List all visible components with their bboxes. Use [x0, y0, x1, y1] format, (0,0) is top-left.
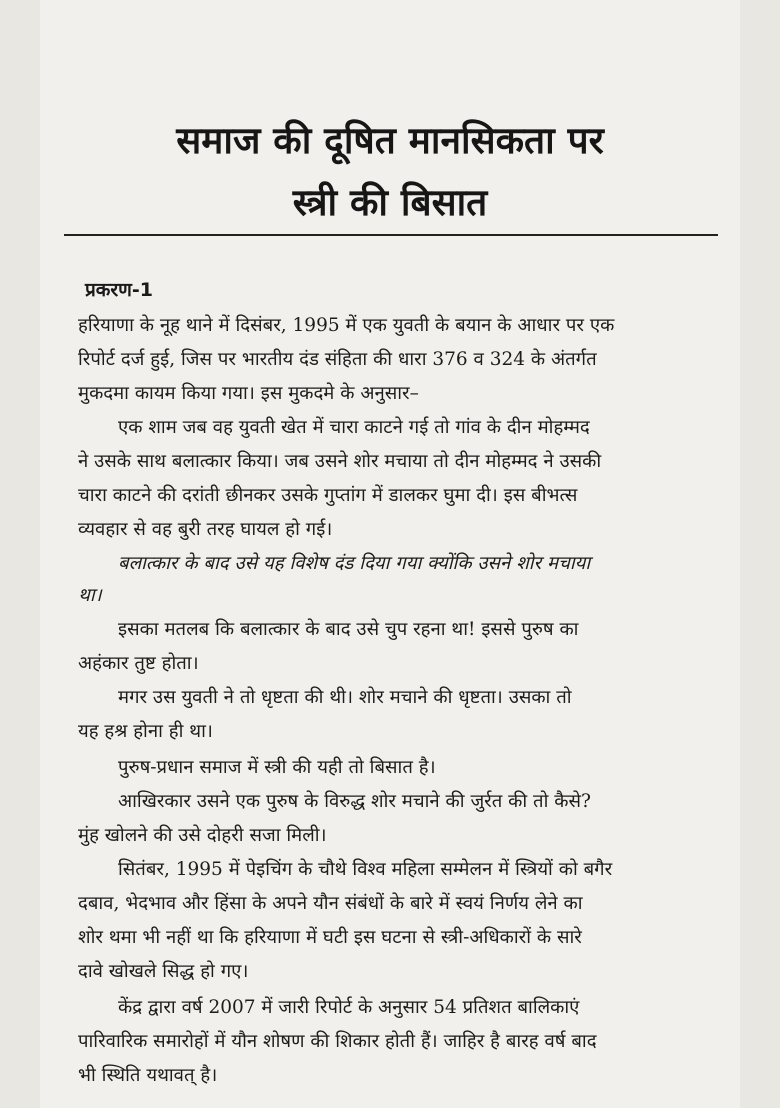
chapter-title: [40, 110, 740, 234]
text-line: एक शाम जब वह युवती खेत में चारा काटने गई तो गांव के दीन मोहम्मद: [118, 417, 590, 438]
text-line: मुकदमा कायम किया गया। इस मुकदमे के अनुसार–: [78, 383, 419, 404]
book-page: [40, 0, 740, 1108]
text-line: मुंह खोलने की उसे दोहरी सजा मिली।: [78, 825, 327, 846]
text-line-italic: बलात्कार के बाद उसे यह विशेष दंड दिया गया क्योंकि उसने शोर मचाया: [118, 553, 591, 574]
text-line: दावे खोखले सिद्ध हो गए।: [78, 961, 249, 982]
text-line: यह हश्र होना ही था।: [78, 721, 213, 742]
chapter-title-line-2: स्त्री की बिसात: [292, 181, 488, 224]
text-line: रिपोर्ट दर्ज हुई, जिस पर भारतीय दंड संहिता की धारा 376 व 324 के अंतर्गत: [78, 349, 597, 370]
section-heading: प्रकरण-1: [85, 279, 154, 301]
text-line: मगर उस युवती ने तो धृष्टता की थी। शोर मचाने की धृष्टता। उसका तो: [118, 687, 572, 708]
text-line: केंद्र द्वारा वर्ष 2007 में जारी रिपोर्ट के अनुसार 54 प्रतिशत बालिकाएं: [118, 997, 580, 1018]
text-line: दबाव, भेदभाव और हिंसा के अपने यौन संबंधों के बारे में स्वयं निर्णय लेने का: [78, 893, 583, 914]
text-line: सितंबर, 1995 में पेइचिंग के चौथे विश्व महिला सम्मेलन में स्त्रियों को बगैर: [118, 859, 613, 880]
text-line: पुरुष-प्रधान समाज में स्त्री की यही तो बिसात है।: [118, 757, 436, 778]
chapter-title-line-1: समाज की दूषित मानसिकता पर: [176, 119, 604, 162]
text-line: ने उसके साथ बलात्कार किया। जब उसने शोर मचाया तो दीन मोहम्मद ने उसकी: [78, 451, 602, 472]
text-line: पारिवारिक समारोहों में यौन शोषण की शिकार होती हैं। जाहिर है बारह वर्ष बाद: [78, 1031, 597, 1052]
text-line: चारा काटने की दरांती छीनकर उसके गुप्तांग में डालकर घुमा दी। इस बीभत्स: [78, 485, 578, 506]
text-line: शोर थमा भी नहीं था कि हरियाणा में घटी इस घटना से स्त्री-अधिकारों के सारे: [78, 927, 582, 948]
text-line-italic: था।: [78, 585, 102, 606]
text-line: भी स्थिति यथावत् है।: [78, 1065, 218, 1086]
text-line: इसका मतलब कि बलात्कार के बाद उसे चुप रहना था! इससे पुरुष का: [118, 619, 579, 640]
text-line: व्यवहार से वह बुरी तरह घायल हो गई।: [78, 519, 333, 540]
title-divider: [64, 234, 718, 236]
text-line: हरियाणा के नूह थाने में दिसंबर, 1995 में एक युवती के बयान के आधार पर एक: [78, 315, 615, 336]
text-line: आखिरकार उसने एक पुरुष के विरुद्ध शोर मचाने की जुर्रत की तो कैसे?: [118, 791, 591, 812]
text-line: अहंकार तुष्ट होता।: [78, 653, 199, 674]
